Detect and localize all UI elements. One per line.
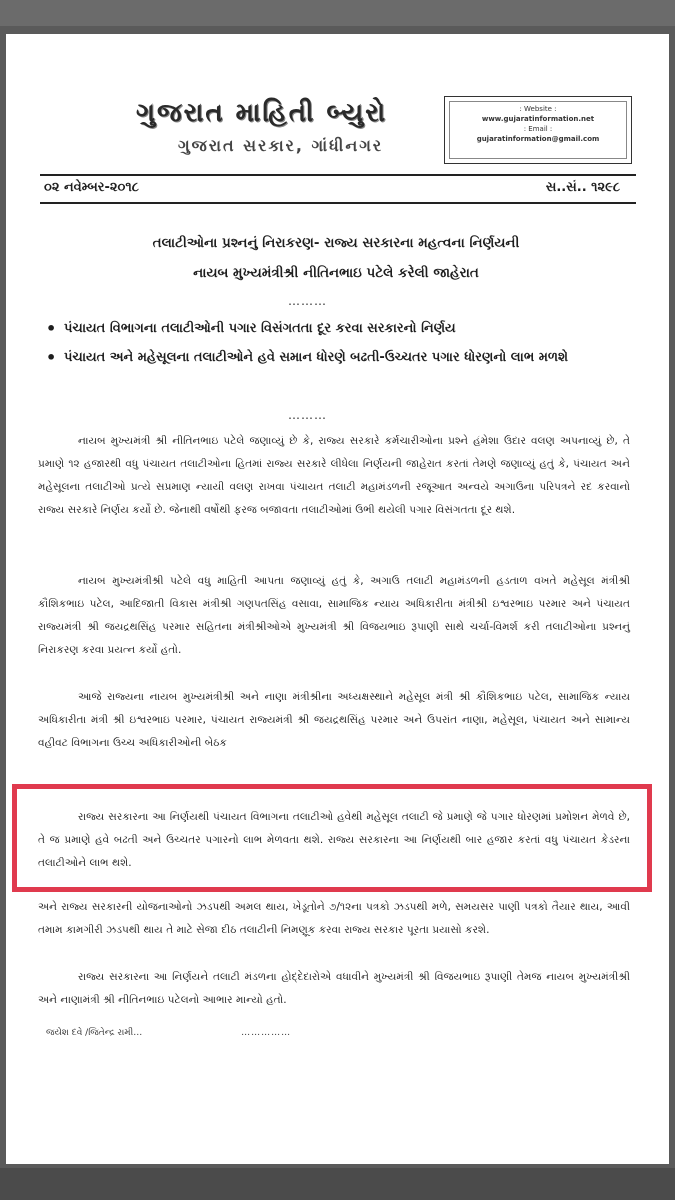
date-row	[40, 174, 636, 204]
press-release	[36, 56, 646, 1076]
bullet-list	[42, 316, 626, 370]
signature-line	[46, 1028, 291, 1038]
dotted-line: ……………	[241, 1028, 292, 1038]
paragraph: અને રાજ્ય સરકારની યોજનાઓનો ઝડપથી અમલ થાય, ખેડૂતોને ૭/૧૨ના પત્રકો ઝડપથી મળે, સમયસર પાણી પત્રકો તૈયાર થાય, આવી તમામ કામગીરી ઝડપથી થાય તે માટે સેજા દીઠ તલાટીની નિમણૂક કરવા રાજ્ય સરકાર પૂરતા પ્રયાસો કરશે.	[38, 901, 630, 936]
bullet-item: • પંચાયત વિભાગના તલાટીઓની પગાર વિસંગતતા દૂર કરવા સરકારનો નિર્ણય	[42, 316, 626, 341]
letterhead	[40, 90, 636, 176]
paragraph-highlighted: રાજ્ય સરકારના આ નિર્ણયથી પંચાયત વિભાગના તલાટીઓ હવેથી મહેસૂલ તલાટી જે પ્રમાણે જે પગાર ધોરણમાં પ્રમોશન મેળવે છે, તે જ પ્રમાણે હવે બઢતી અને ઉચ્ચતર પગારનો લાભ મેળવતા થશે. રાજ્ય સરકારના આ નિર્ણયથી બાર હજાર કરતાં વધુ પંચાયત કેડરના તલાટીઓને લાભ થશે.	[38, 811, 630, 869]
bureau-subtitle: ગુજરાત સરકાર, ગાંધીનગર	[178, 136, 384, 155]
top-bar	[0, 0, 675, 26]
website-label: : Website :	[519, 105, 557, 113]
email-address: gujaratinformation@gmail.com	[476, 135, 600, 143]
headline	[56, 228, 616, 288]
headline-line-2: નાયબ મુખ્યમંત્રીશ્રી નીતિનભાઇ પટેલે કરેલી જાહેરાત	[193, 265, 479, 281]
paragraph: નાયબ મુખ્યમંત્રી શ્રી નીતિનભાઇ પટેલે જણાવ્યું છે કે, રાજ્ય સરકારે કર્મચારીઓના પ્રશ્ને હંમેશા ઉદાર વલણ અપનાવ્યું છે, તે પ્રમાણે ૧૨ હજારથી વધુ પંચાયત તલાટીઓના હિતમાં રાજ્ય સરકારે લીધેલા નિર્ણયની જાહેરાત કરતાં તેમણે જણાવ્યું હતું કે, પંચાયત અને મહેસૂલના તલાટીઓ પ્રત્યે સપ્રમાણ ન્યાયી વલણ રાખવા પંચાયત તલાટી મહામંડળની રજૂઆત અન્વયે અગાઉના પરિપત્રને રદ કરવાનો રાજ્ય સરકારે નિર્ણય કર્યો છે. જેનાથી વર્ષોથી ફરજ બજાવતા તલાટીઓમાં ઉભી થયેલી પગાર વિસંગતતા દૂર થશે.	[38, 435, 630, 516]
release-date: ૦૨ નવેમ્બર-૨૦૧૮	[44, 180, 139, 195]
contact-box	[444, 96, 632, 164]
release-number: સ..સં.. ૧૨૯૮	[545, 180, 620, 195]
paragraph: આજે રાજ્યના નાયબ મુખ્યમંત્રીશ્રી અને નાણા મંત્રીશ્રીના અધ્યક્ષસ્થાને મહેસૂલ મંત્રી શ્રી કૌશિકભાઇ પટેલ, સામાજિક ન્યાય અધિકારીતા મંત્રી શ્રી ઇશ્વરભાઇ પરમાર, પંચાયત રાજ્યમંત્રી શ્રી જયદ્રથસિંહ પરમાર અને ઉપરાંત નાણા, મહેસૂલ, પંચાયત અને સામાન્ય વહીવટ વિભાગના ઉચ્ચ અધિકારીઓની બેઠક	[38, 691, 630, 749]
bottom-bar	[0, 1168, 675, 1200]
separator: ………	[288, 408, 327, 422]
paragraph: રાજ્ય સરકારના આ નિર્ણયને તલાટી મંડળના હોદ્દેદારોએ વધાવીને મુખ્યમંત્રી શ્રી વિજયભાઇ રૂપાણી તેમજ નાયબ મુખ્યમંત્રીશ્રી અને નાણામંત્રી શ્રી નીતિનભાઇ પટેલનો આભાર માન્યો હતો.	[38, 971, 630, 1006]
website-url: www.gujaratinformation.net	[481, 115, 595, 123]
bullet-item: • પંચાયત અને મહેસૂલના તલાટીઓને હવે સમાન ધોરણે બઢતી-ઉચ્ચતર પગાર ધોરણનો લાભ મળશે	[42, 345, 626, 370]
red-highlight-box	[12, 784, 652, 892]
author-names: જયેશ દવે /જિતેન્દ્ર રામી…	[46, 1028, 143, 1038]
paragraph: નાયબ મુખ્યમંત્રીશ્રી પટેલે વધુ માહિતી આપતા જણાવ્યું હતું કે, અગાઉ તલાટી મહામંડળની હડતાળ વખતે મહેસૂલ મંત્રીશ્રી કૌશિકભાઇ પટેલ, આદિજાતી વિકાસ મંત્રીશ્રી ગણપતસિંહ વસાવા, સામાજિક ન્યાય અધિકારીતા મંત્રીશ્રી ઇશ્વરભાઇ પરમાર અને પંચાયત રાજ્યમંત્રી શ્રી જયદ્રથસિંહ પરમાર સહિતના મંત્રીશ્રીઓએ મુખ્યમંત્રી શ્રી વિજયભાઇ રૂપાણી સાથે ચર્ચા-વિમર્શ કરી તલાટીઓના પ્રશ્નનું નિરાકરણ કરવા પ્રયત્ન કર્યો હતો.	[38, 575, 630, 656]
headline-line-1: તલાટીઓના પ્રશ્નનું નિરાકરણ- રાજ્ય સરકારના મહત્વના નિર્ણયની	[152, 235, 520, 251]
bureau-title: ગુજરાત માહિતી બ્યુરો	[136, 98, 388, 128]
separator: ………	[288, 294, 327, 308]
email-label: : Email :	[523, 125, 553, 133]
